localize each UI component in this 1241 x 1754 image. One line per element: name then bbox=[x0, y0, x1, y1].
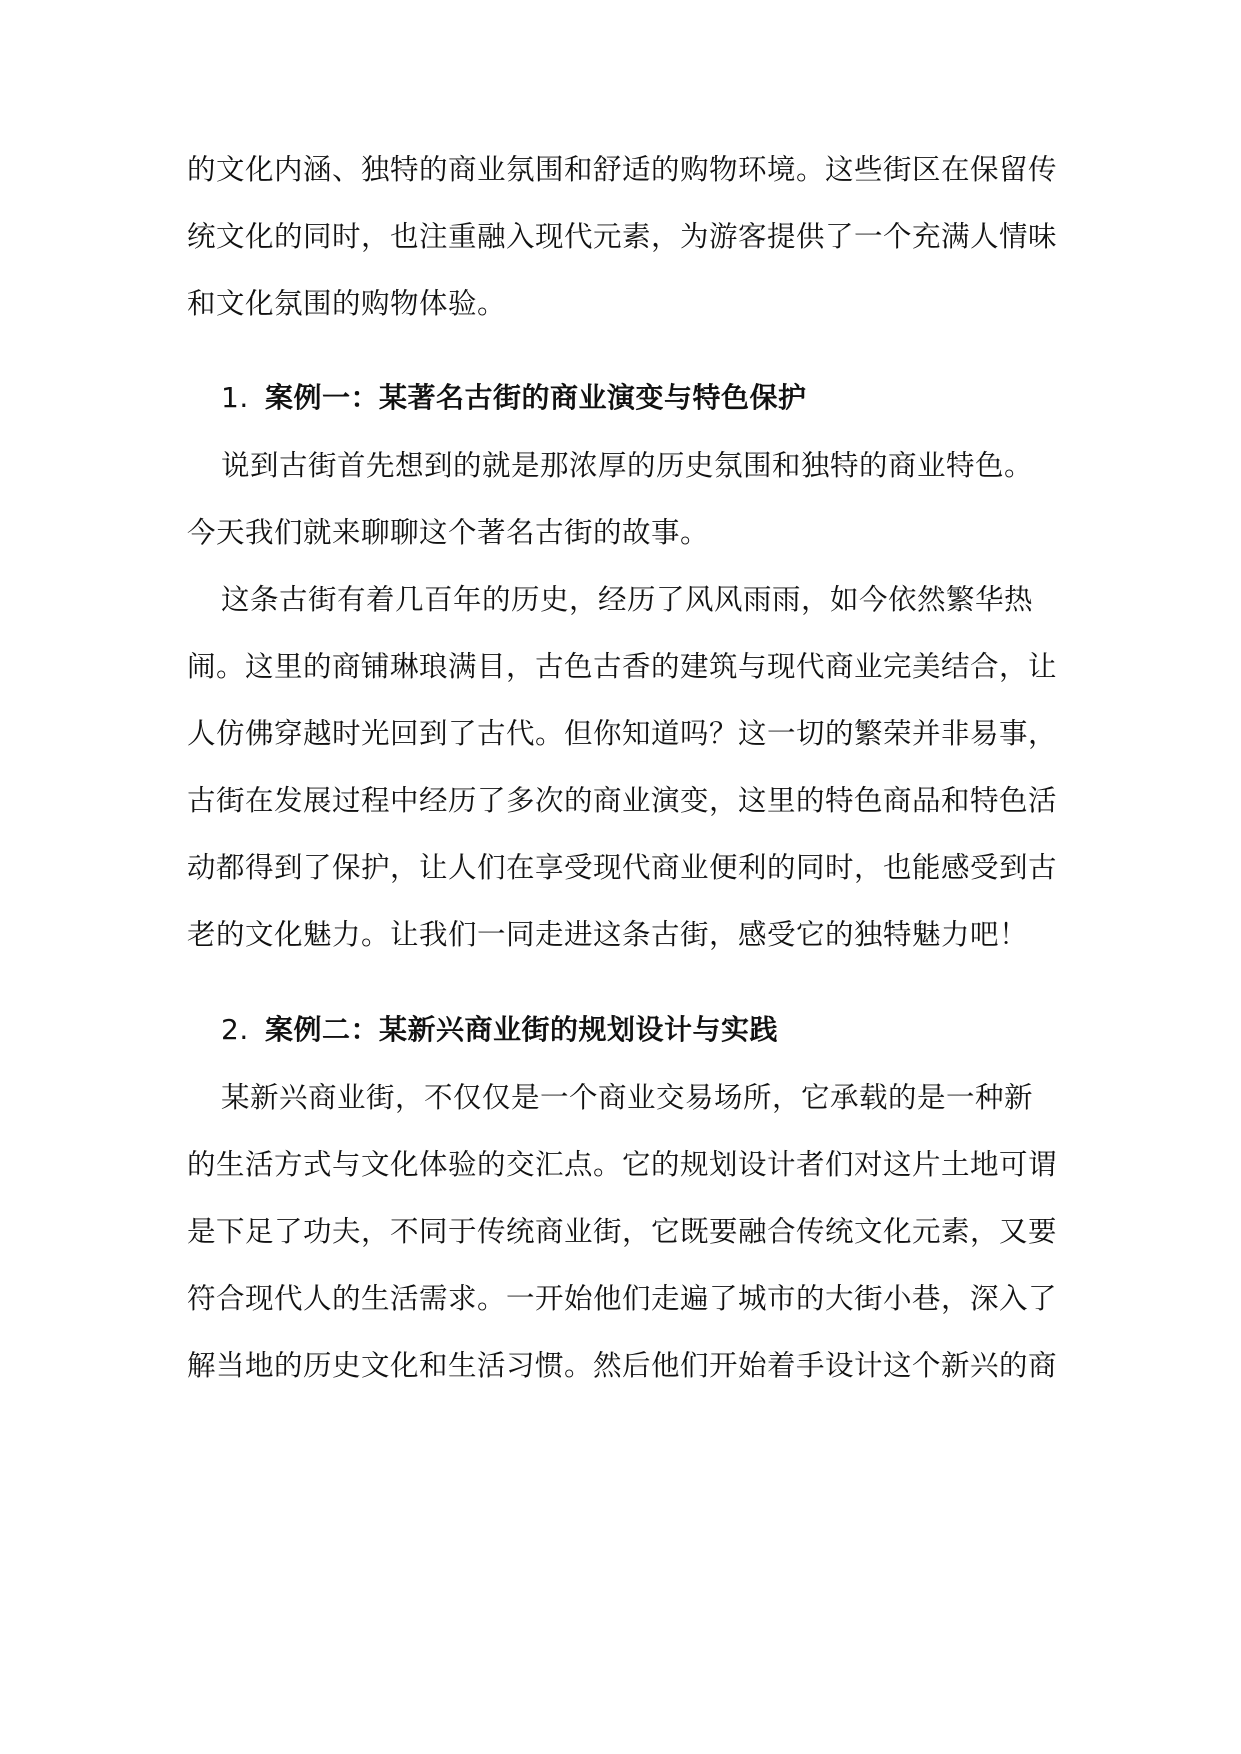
section2-p1-line-1: 某新兴商业街，不仅仅是一个商业交易场所，它承载的是一种新 bbox=[221, 1081, 1034, 1114]
section1-p1-line-2: 今天我们就来聊聊这个著名古街的故事。 bbox=[187, 516, 710, 549]
section1-p2-line-1: 这条古街有着几百年的历史，经历了风风雨雨，如今依然繁华热 bbox=[221, 583, 1034, 616]
section2-p1-line-2: 的生活方式与文化体验的交汇点。它的规划设计者们对这片土地可谓 bbox=[187, 1148, 1058, 1181]
section2-p1-line-5: 解当地的历史文化和生活习惯。然后他们开始着手设计这个新兴的商 bbox=[187, 1349, 1058, 1382]
section1-heading bbox=[221, 378, 1101, 418]
section1-p2-line-2: 闹。这里的商铺琳琅满目，古色古香的建筑与现代商业完美结合，让 bbox=[187, 650, 1058, 683]
section2-number: 2. bbox=[221, 1013, 249, 1046]
section1-p2-line-5: 动都得到了保护，让人们在享受现代商业便利的同时，也能感受到古 bbox=[187, 851, 1058, 884]
section2-title: 案例二：某新兴商业街的规划设计与实践 bbox=[265, 1013, 779, 1046]
section1-p2-line-3: 人仿佛穿越时光回到了古代。但你知道吗？这一切的繁荣并非易事， bbox=[187, 717, 1058, 750]
intro-line-3: 和文化氛围的购物体验。 bbox=[187, 287, 507, 320]
section2-heading bbox=[221, 1010, 1101, 1050]
section2-p1-line-3: 是下足了功夫，不同于传统商业街，它既要融合传统文化元素，又要 bbox=[187, 1215, 1058, 1248]
section2-p1-line-4: 符合现代人的生活需求。一开始他们走遍了城市的大街小巷，深入了 bbox=[187, 1282, 1058, 1315]
intro-line-1: 的文化内涵、独特的商业氛围和舒适的购物环境。这些街区在保留传 bbox=[187, 153, 1058, 186]
section1-number: 1. bbox=[221, 381, 249, 414]
section1-p2-line-4: 古街在发展过程中经历了多次的商业演变，这里的特色商品和特色活 bbox=[187, 784, 1058, 817]
section1-p2-line-6: 老的文化魅力。让我们一同走进这条古街，感受它的独特魅力吧！ bbox=[187, 918, 1029, 951]
section1-p1-line-1: 说到古街首先想到的就是那浓厚的历史氛围和独特的商业特色。 bbox=[221, 449, 1034, 482]
intro-line-2: 统文化的同时，也注重融入现代元素，为游客提供了一个充满人情味 bbox=[187, 220, 1058, 253]
section1-title: 案例一：某著名古街的商业演变与特色保护 bbox=[265, 381, 807, 414]
